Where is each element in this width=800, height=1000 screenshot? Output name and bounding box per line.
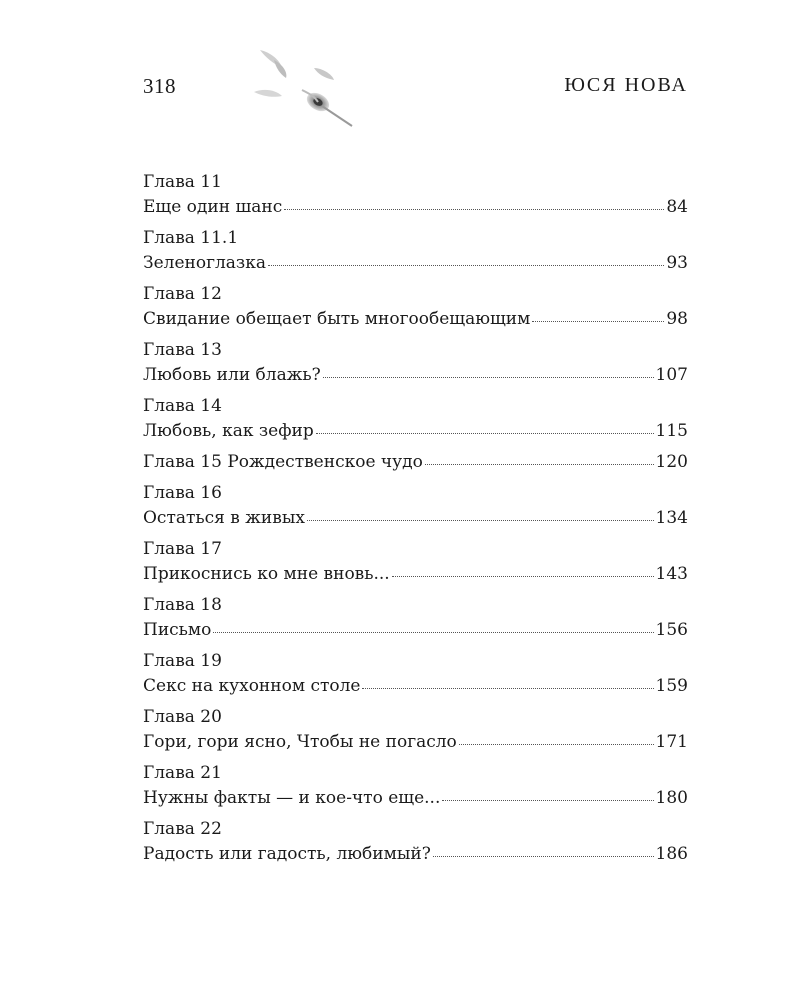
dot-leader [459, 743, 654, 745]
toc-line [143, 251, 688, 276]
chapter-title: Радость или гадость, любимый? [143, 844, 431, 864]
toc-line [143, 618, 688, 643]
chapter-title: Зеленоглазка [143, 253, 266, 273]
dot-leader [316, 432, 654, 434]
page-ref: 134 [655, 508, 688, 528]
chapter-label: Глава 17 [143, 539, 222, 559]
page-ref: 98 [666, 309, 688, 329]
chapter-label: Глава 20 [143, 707, 222, 727]
feather-ornament-icon [252, 46, 362, 128]
chapter-title: Любовь или блажь? [143, 365, 321, 385]
dot-leader [307, 519, 654, 521]
toc-entry [143, 817, 688, 867]
toc-entry [143, 537, 688, 587]
table-of-contents [143, 170, 688, 873]
toc-entry [143, 394, 688, 444]
toc-line [143, 842, 688, 867]
chapter-label: Глава 19 [143, 651, 222, 671]
chapter-title: Письмо [143, 620, 212, 640]
toc-line [143, 450, 688, 475]
chapter-label: Глава 12 [143, 284, 222, 304]
chapter-label: Глава 11.1 [143, 228, 239, 248]
page-ref: 156 [655, 620, 688, 640]
chapter-title: Остаться в живых [143, 508, 305, 528]
toc-entry [143, 593, 688, 643]
page-ref: 171 [655, 732, 688, 752]
page-ref: 159 [655, 676, 688, 696]
dot-leader [442, 799, 653, 801]
toc-entry [143, 761, 688, 811]
toc-line [143, 419, 688, 444]
dot-leader [268, 264, 664, 266]
dot-leader [392, 575, 654, 577]
toc-line [143, 730, 688, 755]
page-ref: 107 [655, 365, 688, 385]
toc-line [143, 363, 688, 388]
page-ref: 180 [655, 788, 688, 808]
toc-entry [143, 649, 688, 699]
page-ref: 186 [655, 844, 688, 864]
page-header [143, 74, 688, 104]
chapter-title: Еще один шанс [143, 197, 283, 217]
toc-line [143, 786, 688, 811]
author-name: ЮСЯ НОВА [564, 74, 688, 96]
toc-entry [143, 481, 688, 531]
toc-line [143, 562, 688, 587]
toc-line [143, 307, 688, 332]
toc-entry [143, 338, 688, 388]
page-ref: 93 [666, 253, 688, 273]
toc-line [143, 195, 688, 220]
page-ref: 115 [655, 421, 688, 441]
page-ref: 120 [655, 452, 688, 472]
dot-leader [323, 376, 654, 378]
chapter-label: Глава 13 [143, 340, 222, 360]
dot-leader [532, 320, 664, 322]
toc-entry [143, 450, 688, 475]
chapter-title: Свидание обещает быть многообещающим [143, 309, 531, 329]
toc-entry [143, 170, 688, 220]
chapter-label: Глава 16 [143, 483, 222, 503]
dot-leader [284, 208, 664, 210]
toc-line [143, 674, 688, 699]
dot-leader [362, 687, 653, 689]
chapter-title: Прикоснись ко мне вновь... [143, 564, 390, 584]
dot-leader [425, 463, 654, 465]
chapter-label: Глава 18 [143, 595, 222, 615]
dot-leader [213, 631, 653, 633]
page-ref: 84 [666, 197, 688, 217]
chapter-label: Глава 11 [143, 172, 222, 192]
chapter-title: Гори, гори ясно, Чтобы не погасло [143, 732, 457, 752]
chapter-label: Глава 22 [143, 819, 222, 839]
toc-entry [143, 282, 688, 332]
page-number: 318 [143, 74, 176, 98]
toc-line [143, 506, 688, 531]
toc-entry [143, 226, 688, 276]
chapter-title: Секс на кухонном столе [143, 676, 361, 696]
chapter-label: Глава 14 [143, 396, 222, 416]
chapter-title: Глава 15 Рождественское чудо [143, 452, 423, 472]
chapter-label: Глава 21 [143, 763, 222, 783]
page-ref: 143 [655, 564, 688, 584]
dot-leader [433, 855, 654, 857]
chapter-title: Нужны факты — и кое-что еще... [143, 788, 441, 808]
chapter-title: Любовь, как зефир [143, 421, 314, 441]
toc-entry [143, 705, 688, 755]
